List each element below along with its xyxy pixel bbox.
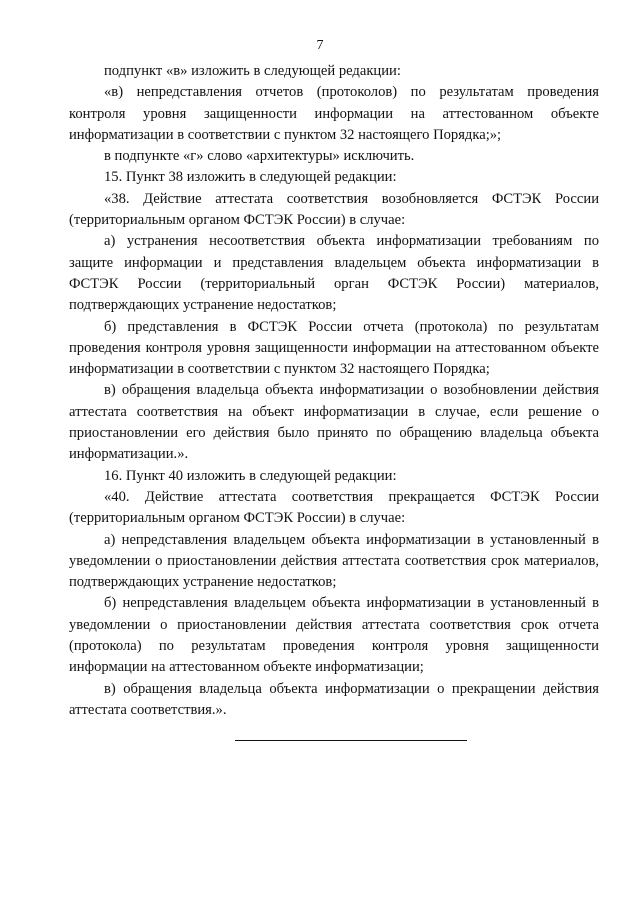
paragraph: а) устранения несоответствия объекта информатизации требованиям по защите информации и представления владельцем объекта информатизации в ФСТЭК России (территориальный орган ФСТЭК России) материалов, подтверждающих устранение недостатков; — [69, 233, 599, 314]
paragraph: подпункт «в» изложить в следующей редакции: — [104, 63, 401, 79]
paragraph: в) обращения владельца объекта информатизации о прекращении действия аттестата соответствия.». — [69, 680, 599, 718]
paragraph: «40. Действие аттестата соответствия прекращается ФСТЭК России (территориальным органом ФСТЭК России) в случае: — [69, 488, 599, 527]
paragraph: б) непредставления владельцем объекта информатизации в установленный в уведомлении о приостановлении действия аттестата соответствия срок отчета (протокола) по результатам проведения контроля уровня защищенности информации на аттестованном объекте информатизации; — [69, 595, 599, 676]
paragraph: 16. Пункт 40 изложить в следующей редакции: — [104, 467, 397, 484]
closing-divider — [235, 740, 467, 741]
paragraph: а) непредставления владельцем объекта информатизации в установленный в уведомлении о приостановлении действия аттестата соответствия срок материалов, подтверждающих устранение недостатков; — [69, 531, 599, 591]
paragraph: «38. Действие аттестата соответствия возобновляется ФСТЭК России (территориальным органом ФСТЭК России) в случае: — [69, 190, 599, 229]
document-body — [69, 61, 599, 721]
paragraph: 15. Пункт 38 изложить в следующей редакции: — [104, 169, 397, 186]
paragraph: в подпункте «г» слово «архитектуры» исключить. — [104, 148, 415, 165]
paragraph: б) представления в ФСТЭК России отчета (протокола) по результатам проведения контроля уровня защищенности информации на аттестованном объекте информатизации в соответствии с пунктом 32 настоящего Порядка; — [69, 318, 599, 378]
paragraph: «в) непредставления отчетов (протоколов) по результатам проведения контроля уровня защищенности информации на аттестованном объекте информатизации в соответствии с пунктом 32 настоящего Порядка;»; — [69, 84, 599, 143]
page-number: 7 — [316, 38, 324, 53]
paragraph: в) обращения владельца объекта информатизации о возобновлении действия аттестата соответствия на объект информатизации в случае, если решение о приостановлении его действия было принято по обращению владельца объекта информатизации.». — [69, 382, 599, 463]
